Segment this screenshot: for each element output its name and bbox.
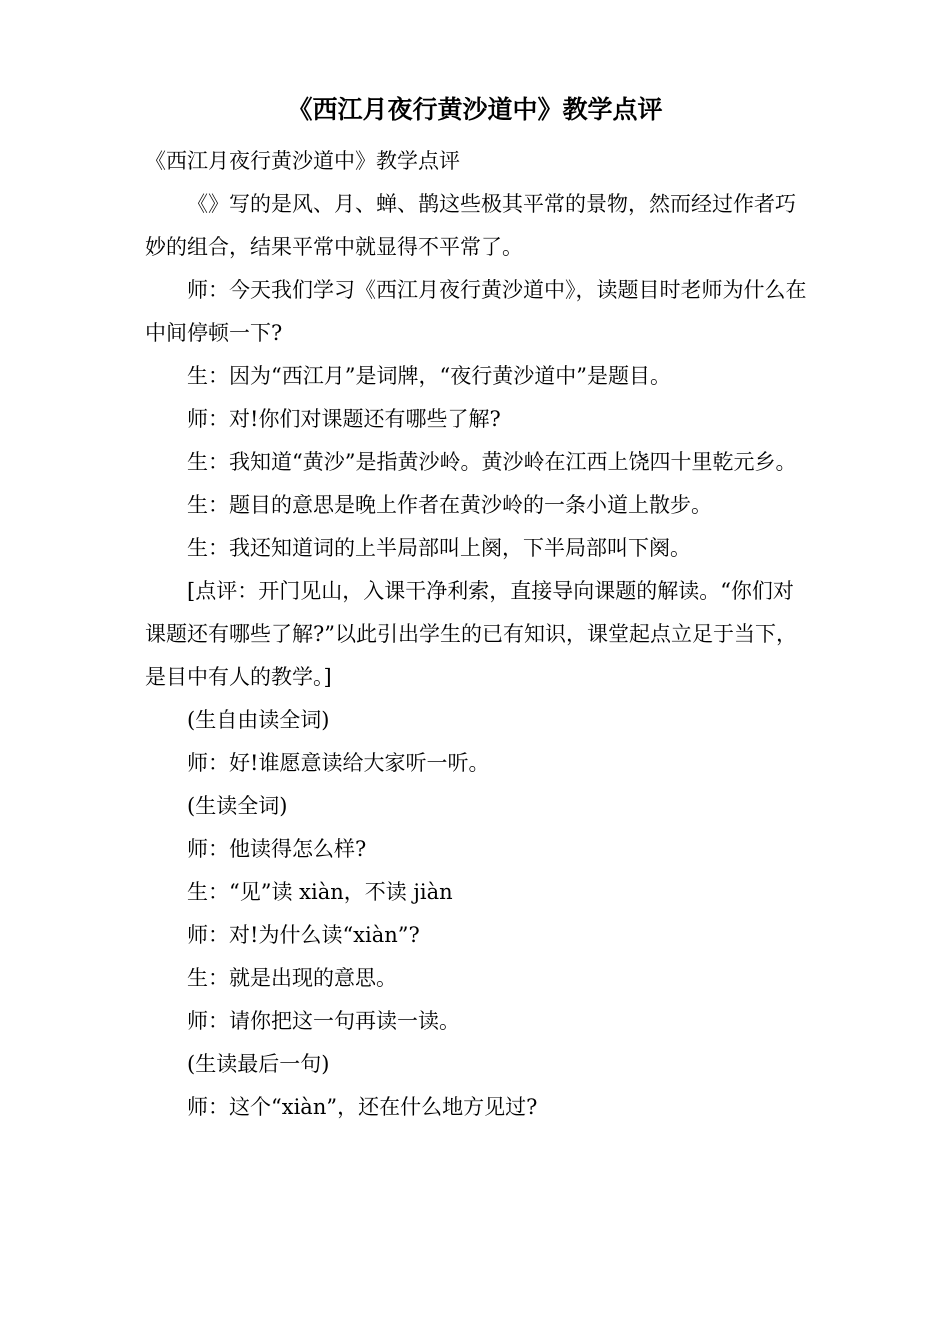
body-paragraph: 师：对!你们对课题还有哪些了解? bbox=[187, 407, 501, 431]
commentary-paragraph: [点评：开门见山，入课干净利索，直接导向课题的解读。“你们对课题还有哪些了解?”以此引出学生的已有知识，课堂起点立足于当下，是目中有人的教学。] bbox=[145, 579, 797, 689]
body-paragraph: 师：请你把这一句再读一读。 bbox=[187, 1009, 460, 1033]
document-body bbox=[145, 140, 810, 1129]
body-paragraph: 生：就是出现的意思。 bbox=[187, 966, 397, 990]
subtitle-paragraph: 《西江月夜行黄沙道中》教学点评 bbox=[145, 149, 460, 173]
body-paragraph: 师：好!谁愿意读给大家听一听。 bbox=[187, 751, 490, 775]
body-paragraph: 生：“见”读 xiàn，不读 jiàn bbox=[187, 880, 453, 904]
body-paragraph: 师：对!为什么读“xiàn”? bbox=[187, 923, 420, 947]
body-paragraph: (生自由读全词) bbox=[187, 708, 330, 732]
body-paragraph: 师：今天我们学习《西江月夜行黄沙道中》，读题目时老师为什么在中间停顿一下? bbox=[145, 278, 807, 345]
body-paragraph: 《》写的是风、月、蝉、鹊这些极其平常的景物，然而经过作者巧妙的组合，结果平常中就显得不平常了。 bbox=[145, 192, 796, 259]
body-paragraph: 生：我知道“黄沙”是指黄沙岭。黄沙岭在江西上饶四十里乾元乡。 bbox=[187, 450, 797, 474]
body-paragraph: 师：这个“xiàn”，还在什么地方见过? bbox=[187, 1095, 538, 1119]
body-paragraph: 生：我还知道词的上半局部叫上阕，下半局部叫下阕。 bbox=[187, 536, 691, 560]
body-paragraph: 生：题目的意思是晚上作者在黄沙岭的一条小道上散步。 bbox=[187, 493, 712, 517]
body-paragraph: 师：他读得怎么样? bbox=[187, 837, 367, 861]
body-paragraph: 生：因为“西江月”是词牌，“夜行黄沙道中”是题目。 bbox=[187, 364, 671, 388]
body-paragraph: (生读最后一句) bbox=[187, 1052, 330, 1076]
body-paragraph: (生读全词) bbox=[187, 794, 288, 818]
document-title: 《西江月夜行黄沙道中》教学点评 bbox=[287, 95, 663, 124]
